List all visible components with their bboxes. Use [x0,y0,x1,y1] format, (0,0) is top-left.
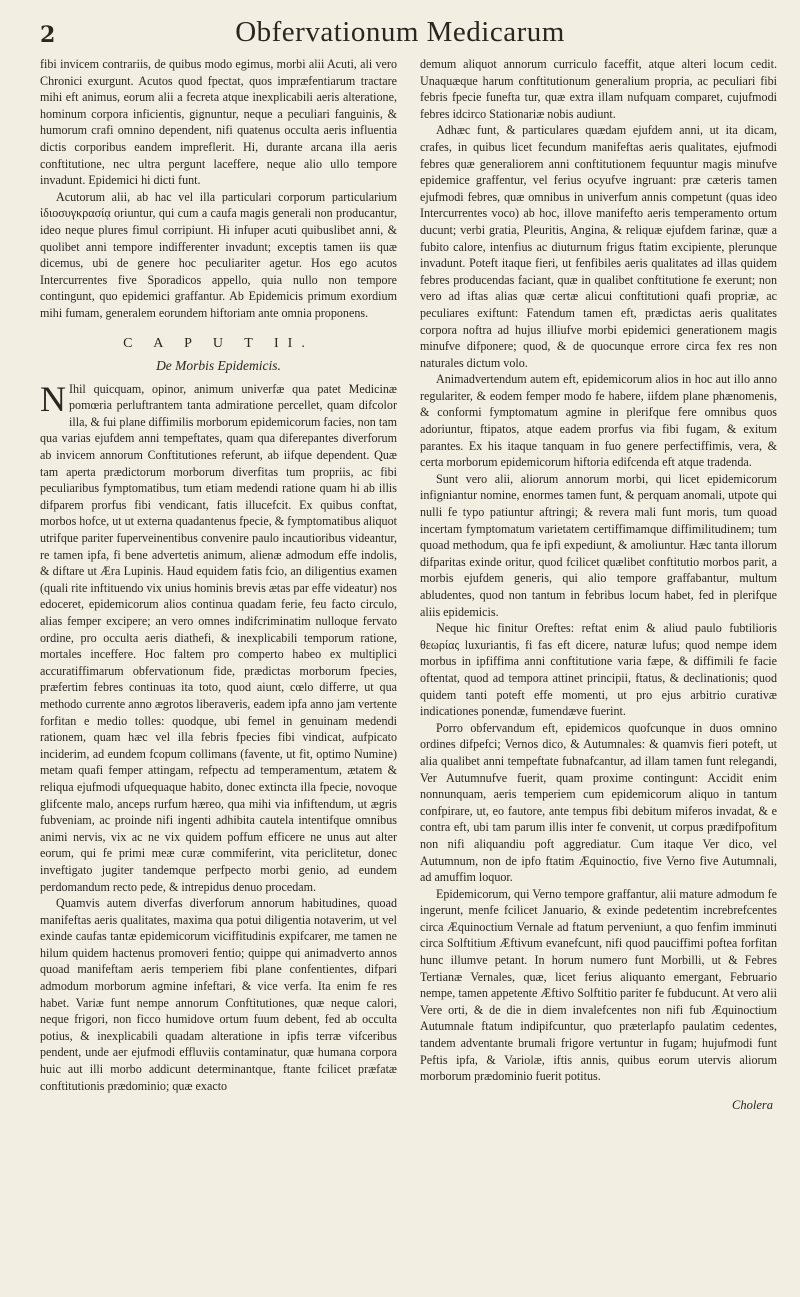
paragraph: Sunt vero alii, aliorum annorum morbi, qui licet epidemicorum infigniantur nomine, enormes tamen funt, & perquam anomali, utpote qui nulli fe typo patiuntur aftringi; & revera mali funt moris, tum quoad incertam fymptomatum varietatem certiffimamque diffimilitudinem; tum quoad methodum, qua fe ipfi expediunt, & amoliuntur. Hæc tanta illorum difparitas exinde oritur, quod fcilicet quælibet conftitutio morbos parit, a morbis ejufdem generis, qui alio tempore graffabantur, multum abludentes, quod non tantum in febribus locum habet, fed in plerifque aliis epidemicis. [420,471,777,619]
paragraph: Adhæc funt, & particulares quædam ejufdem anni, ut ita dicam, crafes, in quibus licet fecundum manifeftas aeris qualitates, ejufmodi febres quæ generaliorem anni conftitutionem fequuntur magis minufve epidemice graffentur, vel ferius ocyufve ingruant: præ cæteris tamen ejufmodi febres, quæ omnibus in univerfum annis competunt (quas ideo Intercurrentes voco) ab hoc, illove manifefto aeris temperamento ortum ducunt; verbi gratia, Pleuritis, Angina, & reliquæ ejufdem farinæ, quæ a fubito calore, intenfius ac diuturnum frigus ftatim excipiente, plerunque invadunt. Poteft itaque fieri, ut fenfibiles aeris qualitates ad illas quidem febres producendas faciant, quæ in qualibet conftitutione fe exerunt; non vero ad iftas alias quæ certæ alicui conftitutioni quafi propriæ, ac peculiares exiftunt: Fatendum tamen eft, prædictas aeris qualitates corpora noftra ad hujus illiufve morbi epidemici generationem magis minufve difponere; quod, & de quocunque errore circa fex res non naturales dictum volo. [420,123,777,370]
catchword: Cholera [732,1097,773,1112]
paragraph: Animadvertendum autem eft, epidemicorum alios in hoc aut illo anno regulariter, & eodem femper modo fe habere, iifdem plane phænomenis, & conformi fymptomatum agmine in plerifque fere omnibus quos adoriuntur, ftipatos, atque eadem prorfus via fibi fugam, & exitum parantes. Ex his itaque tanquam in fuo genere perfectiffimis, vera, & certa morborum epidemicorum hiftoria edifcenda eft atque tradenda. [420,372,777,470]
paragraph: Quamvis autem diverfas diverforum annorum habitudines, quoad manifeftas aeris qualitates, maxima qua potui diligentia notaverim, ut vel exinde caufas tantæ epidemicorum viciffitudinis expifcarer, me tamen ne hilum quidem hactenus promoveri fentio; quippe qui animadverto annos quoad manifeftam aeris temperiem fibi plane confentientes, difpari admodum morborum agmine infeftari, & vice verfa. Ita enim fe res habet. Variæ funt nempe annorum Conftitutiones, quæ neque calori, neque frigori, non ficco humidove ortum fuum debent, fed ab occulta potius, & inexplicabili quadam alteratione in ipfis terræ vifceribus pendent, unde aer ejufmodi effluviis contaminatur, quæ humana corpora huic aut illi morbo addicunt determinantque, ftante fcilicet præfatæ conftitutionis prædominio; quæ exacto [40,896,397,1093]
left-column [40,56,397,1094]
paragraph: Epidemicorum, qui Verno tempore graffantur, alii mature admodum fe ingerunt, menfe fcilicet Januario, & exinde pedetentim increbrefcentes circa Æquinoctium Vernale ad ftatum perveniunt, a quo fenfim imminuti circa Solftitium Æftivum evanefcunt, nifi quod pauciffimi poftea forfitan hunc illumve petant. In horum numero funt Morbilli, ut & Febres Tertianæ Vernales, quæ, licet ferius aliquanto emergant, Februario nempe, tamen appetente Æftivo Solftitio pariter fe fubducunt. At vero alii Vere orti, & de die in diem invalefcentes non nifi fub Æquinoctium Autumnale ftatum indipifcuntur, quo præterlapfo paulatim cedentes, tandem adventante brumali frigore vertuntur in fugam; hujufmodi funt Peftis ipfa, & Variolæ, iftis annis, quibus eorum utervis aliorum morborum prædominio fuerit potitus. [420,886,777,1084]
chapter-heading: C A P U T II. [123,335,314,351]
paragraph: Porro obfervandum eft, epidemicos quofcunque in duos omnino ordines difpefci; Vernos dico, & Autumnales: & quamvis fieri poteft, ut alia qualibet anni tempeftate fubnafcantur, ad illam tamen funt relegandi, Ver Autumnufve fuerit, quam proxime contingunt: Accidit enim nonnunquam, aeris temperiem cum epidemicorum aliquo in tantum confpirare, ut, eo fautore, ante tempus fibi debitum miferos invadat, & e contra eft, ubi tam parum illis inter fe convenit, ut corpus prædifpofitum non nifi aliquandiu poft aggrediatur. Cum itaque Ver dico, vel Autumnum, non de ipfo ftatim Æquinoctio, five Verno five Autumnali, ad amuffim loquor. [420,720,777,885]
page-number: 2 [40,22,56,48]
paragraph: fibi invicem contrariis, de quibus modo egimus, morbi alii Acuti, ali vero Chronici exurgunt. Acutos quod fpectat, quos impræfentiarum tractare mihi eft animus, eorum alii a fecreta atque inexplicabili aeris alteratione, hominum corpora inficientis, gignuntur, neque a peculiari fanguinis, & humorum crafi omnino dependent, nifi quatenus occulta aeris influentia dictis corporibus eandem impreflerit. Hi, durante arcana illa aeris conftitutione, nec ultra pergunt laceffere, neque alio ullo tempore invadunt. Epidemici hi dicti funt. [40,57,397,188]
drop-capital: N [40,378,66,419]
running-title: Obfervationum Medicarum [235,16,565,48]
paragraph-text: Ihil quicquam, opinor, animum univerfæ qua patet Medicinæ pomœria perluftrantem tanta admiratione percellet, quam difcolor illa, & fui plane diffimilis morborum epidemicorum facies, non tam qua varias ejufdem anni tempeftates, quam qua diferepantes diverforum ab invicem annorum Conftitutiones referunt, ab iifque dependent. Quæ tam aperta prædictorum morborum diverfitas tum propriis, ac fibi peculiaribus fymptomatibus, tum etiam medendi ratione quam hi ab illis difparem prorfus fibi vendicant, fatis illucefcit. Ex quibus conftat, morbos hofce, ut ut externa quadantenus fpecie, & fymptomatibus aliquot utrifque pariter fuperveinentibus convenire paulo incautioribus videantur, re tamen ipfa, fi bene advertetis animum, alienæ admodum effe indolis, & diftare ut Æra Lupinis. Haud equidem fatis fcio, an diligentius examen (quali rite inftituendo vix unius hominis brevis ætas par effe videatur) nos edoceret, epidemicorum alios continua quadam ferie, feu facto circulo, alias femper excipere; an vero omnes indifcriminatim nulloque fervato ordine, pro occulta aeris diathefi, & inexplicabili temporum ratione, mortales inceffere. Hoc faltem pro comperto habeo ex multiplici accuratiffimarum obfervationum fide, prædictas morborum fpecies, præfertim febres continuas ita toto, quod aiunt, cœlo differre, ut qua methodo currente anno ægrotos liberaveris, eadem ipfa anno jam vertente forfitan e medio tolles: quodque, ubi femel in genuinam medendi rationem, quam hæc vel illa febris fpecies fibi vindicat, aufpicato inciderim, ad eundem fcopum collimans (favente, ut fit, optimo Numine) metam quafi femper attingam, refpectu ad temperamentum, ætatem & reliqua ejufmodi ufquequaque habito, donec extincta illa fpecie, novoque glifcente malo, anceps rurfum hæreo, qua mihi via infiftendum, ut ægris fubveniam, ac proinde nifi ingenti adhibita cautela intentifque omnibus animi nervis, vix ac ne vix quidem poffum efficere ne unus aut alter eorum, qui fe primi meæ curæ commiferint, vita periclitetur, donec inveftigato jugiter tandemque perfpecto morbi genio, ad eundem perdomandum recto pede, & intrepidus denuo procedam. [40,381,398,894]
chapter-opening-paragraph [40,378,398,895]
right-column [420,56,777,1113]
paragraph: demum aliquot annorum curriculo faceffit, atque alteri locum cedit. Unaquæque harum conftitutionum generalium propria, ac peculiari fibi febris fpecie funefta tur, quæ extra illam nufquam comparet, cujufmodi febres idcirco Stationariæ nobis audiunt. [420,57,777,121]
paragraph: Acutorum alii, ab hac vel illa particulari corporum particularium ἰδιοσυγκρασίᾳ oriuntur, qui cum a caufa magis generali non producantur, ideo neque plures fimul corripiunt. Hi infuper acuti quibuslibet anni, & quolibet anni tempore indifferenter invadunt; exceptis tamen iis quæ dicemus, ubi de genere hoc peculiariter agetur. Hos ego acutos Intercurrentes five Sporadicos appello, quia nullo non tempore contingunt, quo epidemici graffantur. Ab Epidemicis primum exordium mihi fumam, generalem eorundem hiftoriam ante omnia proponens. [40,189,397,320]
page-header [0,14,800,60]
chapter-subtitle: De Morbis Epidemicis. [156,358,281,374]
paragraph: Neque hic finitur Oreftes: reftat enim & aliud paulo fubtilioris θεωρίας luxuriantis, fi fas eft dicere, naturæ lufus; quod nempe idem morbus in ipfiffima anni conftitutione varia fæpe, & diffimili fe facie oftentat, quod ad tempora attinet principii, ftatus, & declinationis; quod quidem tanti poteft effe momenti, ut pro ejus arbitrio curativæ indicationes ponendæ, fumendæve fuerint. [420,621,777,719]
